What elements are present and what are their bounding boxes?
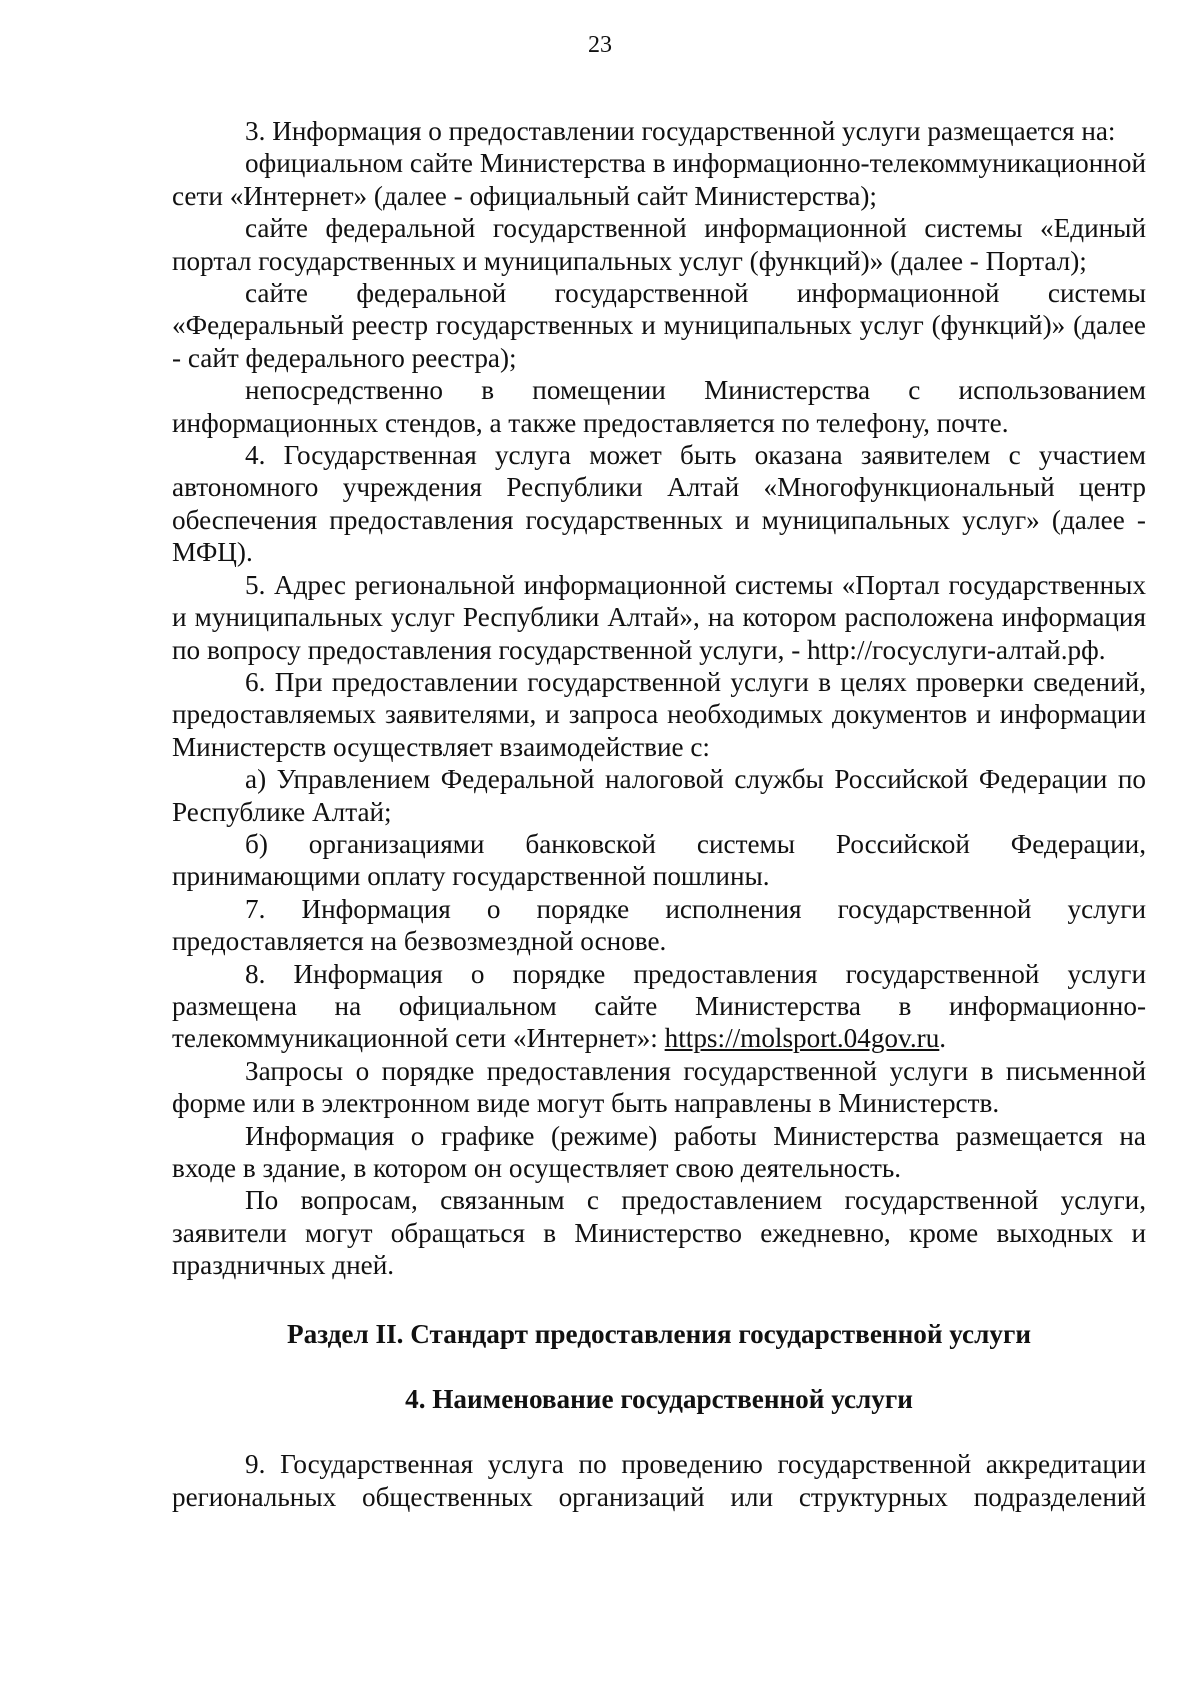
- paragraph-8-text: 8. Информация о порядке предоставления государственной услуги размещена на официальном сайте Министерства в информационно-телекоммуникационной сети «Интернет»:: [172, 958, 1146, 1054]
- document-body: [172, 115, 1146, 1513]
- paragraph-3-portal: сайте федеральной государственной информационной системы «Единый портал государственных и муниципальных услуг (функций)» (далее - Портал);: [172, 213, 1146, 276]
- paragraph-8-suffix: .: [939, 1023, 947, 1054]
- paragraph-3: 3. Информация о предоставлении государственной услуги размещается на:: [245, 116, 1116, 146]
- paragraph-3-stands: непосредственно в помещении Министерства с использованием информационных стендов, а также предоставляется по телефону, почте.: [172, 375, 1146, 438]
- paragraph-6b: б) организациями банковской системы Российской Федерации, принимающими оплату государственной пошлины.: [172, 828, 1146, 892]
- paragraph-5: 5. Адрес региональной информационной системы «Портал государственных и муниципальных услуг Республики Алтай», на котором расположена информация по вопросу предоставления государственной услуги, - http://госуслуги-алтай.рф.: [172, 569, 1146, 665]
- paragraph-8: [172, 958, 1146, 1055]
- page-number: 23: [588, 32, 612, 58]
- paragraph-9: 9. Государственная услуга по проведению государственной аккредитации региональных общественных организаций или структурных подразделений: [172, 1449, 1146, 1512]
- paragraph-schedule: Информация о графике (режиме) работы Министерства размещается на входе в здание, в котором он осуществляет свою деятельность.: [172, 1120, 1146, 1183]
- paragraph-contact: По вопросам, связанным с предоставлением государственной услуги, заявители могут обращаться в Министерство ежедневно, кроме выходных и праздничных дней.: [172, 1185, 1146, 1281]
- paragraph-requests: Запросы о порядке предоставления государственной услуги в письменной форме или в электронном виде могут быть направлены в Министерств.: [172, 1055, 1146, 1119]
- ministry-site-link[interactable]: https://molsport.04gov.ru: [664, 1023, 940, 1054]
- paragraph-6a: а) Управлением Федеральной налоговой службы Российской Федерации по Республике Алтай;: [172, 764, 1146, 827]
- paragraph-3-federal-registry: сайте федеральной государственной информационной системы «Федеральный реестр государственных и муниципальных услуг (функций)» (далее - сайт федерального реестра);: [172, 278, 1146, 373]
- paragraph-7: 7. Информация о порядке исполнения государственной услуги предоставляется на безвозмездной основе.: [172, 893, 1146, 957]
- paragraph-4: 4. Государственная услуга может быть оказана заявителем с участием автономного учреждения Республики Алтай «Многофункциональный центр обеспечения предоставления государственных и муниципальных услуг» (далее - МФЦ).: [172, 440, 1146, 568]
- paragraph-3-official-site: официальном сайте Министерства в информационно-телекоммуникационной сети «Интернет» (далее - официальный сайт Министерства);: [172, 148, 1146, 211]
- section-heading: Раздел II. Стандарт предоставления государственной услуги: [287, 1318, 1031, 1349]
- subsection-heading: 4. Наименование государственной услуги: [405, 1384, 913, 1415]
- paragraph-6: 6. При предоставлении государственной услуги в целях проверки сведений, предоставляемых заявителями, и запроса необходимых документов и информации Министерств осуществляет взаимодействие с:: [172, 666, 1146, 762]
